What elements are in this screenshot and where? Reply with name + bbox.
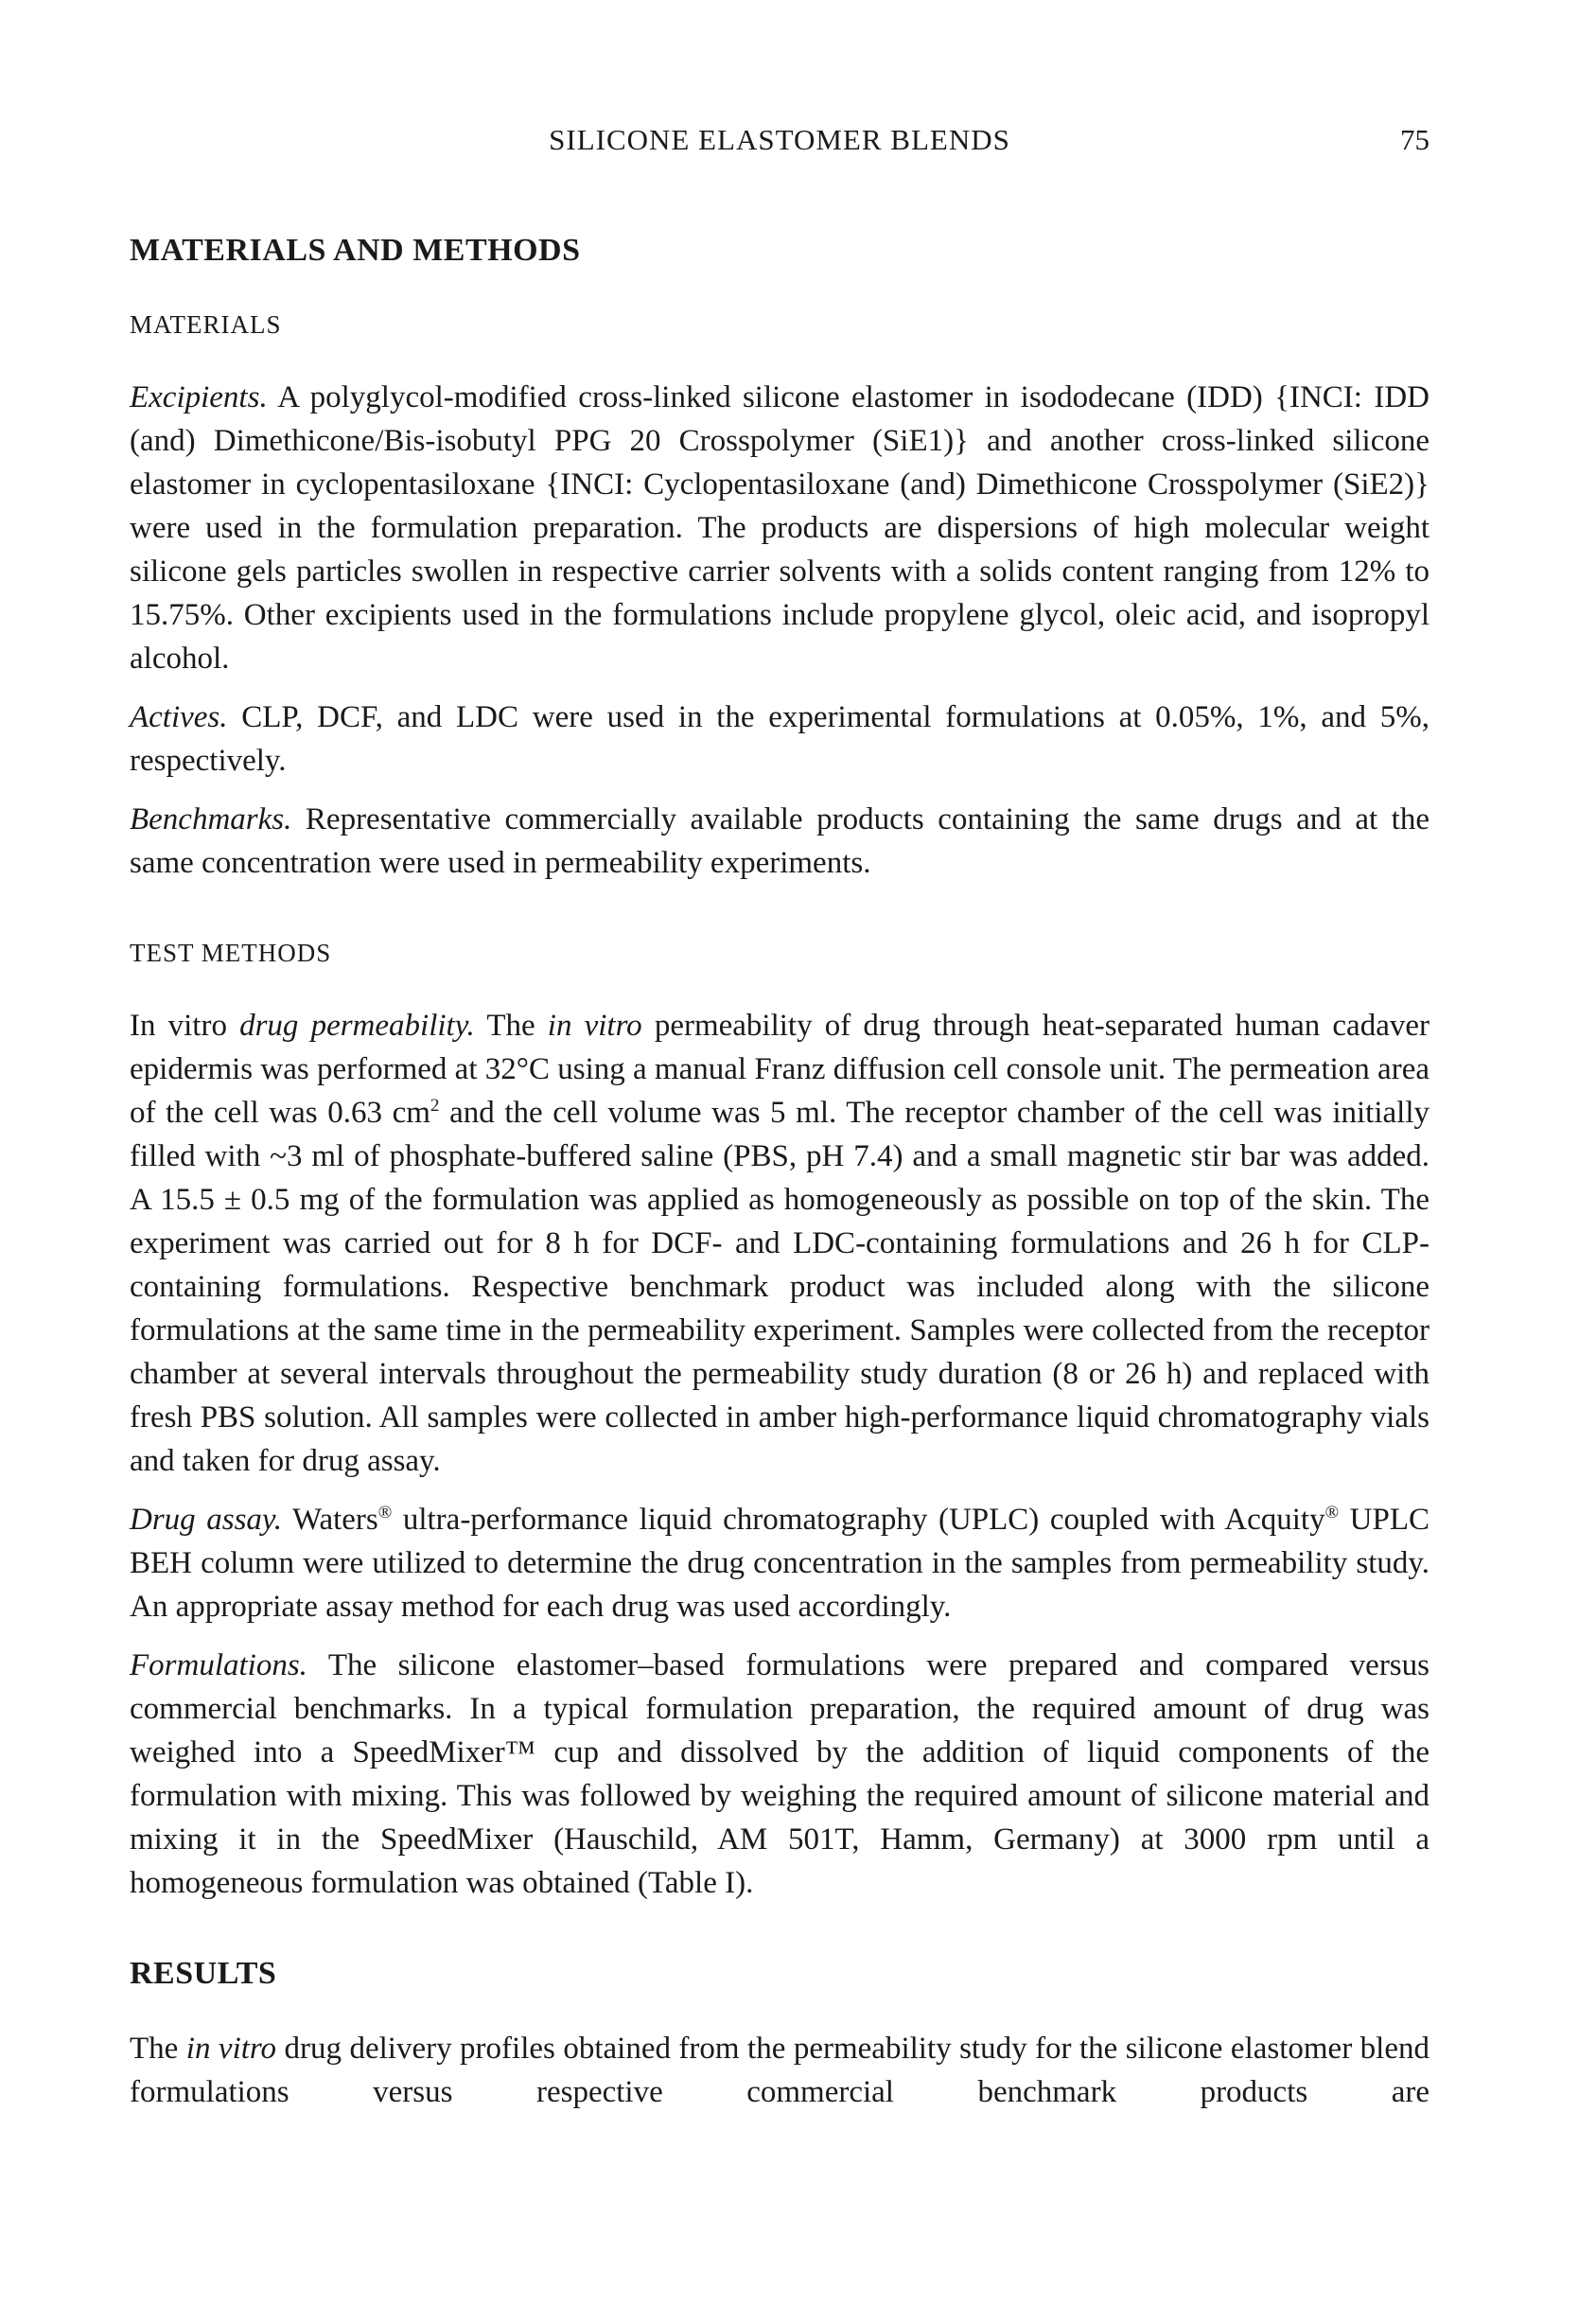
paragraph-drug-assay: Drug assay. Waters® ultra-performance liquid chromatography (UPLC) coupled with Acquity® UPLC BEH column were utilized to determine the drug concentration in the samples from permeability study. An appropriate assay method for each drug was used accordingly. xyxy=(130,1502,1430,1624)
paragraph-results-intro: The in vitro drug delivery profiles obtained from the permeability study for the silicone elastomer blend formulations versus respective commercial benchmark products are xyxy=(130,2032,1429,2110)
running-head-title: SILICONE ELASTOMER BLENDS xyxy=(549,123,1010,156)
section-heading-results: RESULTS xyxy=(130,1955,277,1991)
section-heading-materials-and-methods: MATERIALS AND METHODS xyxy=(130,233,581,268)
page-content xyxy=(130,0,1429,2114)
subsection-heading-materials: MATERIALS xyxy=(130,310,282,340)
subsection-heading-test-methods: TEST METHODS xyxy=(130,939,332,968)
paragraph-excipients: Excipients. A polyglycol-modified cross-linked silicone elastomer in isododecane (IDD) {INCI: IDD (and) Dimethicone/Bis-isobutyl PPG 20 Crosspolymer (SiE1)} and another cross-linked silicone elastomer in cyclopentasiloxane {INCI: Cyclopentasiloxane (and) Dimethicone Crosspolymer (SiE2)} were used in the formulation preparation. The products are dispersions of high molecular weight silicone gels particles swollen in respective carrier solvents with a solids content ranging from 12% to 15.75%. Other excipients used in the formulations include propylene glycol, oleic acid, and isopropyl alcohol. xyxy=(130,380,1429,677)
paragraph-actives: Actives. CLP, DCF, and LDC were used in the experimental formulations at 0.05%, 1%, and 5%, respectively. xyxy=(130,700,1429,779)
page-number: 75 xyxy=(1400,123,1429,156)
paragraph-drug-permeability: In vitro drug permeability. The in vitro permeability of drug through heat-separated human cadaver epidermis was performed at 32°C using a manual Franz diffusion cell console unit. The permeation area of the cell was 0.63 $cm^2$ and the cell volume was 5 ml. The receptor chamber of the cell was initially filled with ~3 ml of phosphate-buffered saline (PBS, pH 7.4) and a small magnetic stir bar was added. A 15.5 ± 0.5 mg of the formulation was applied as homogeneously as possible on top of the skin. The experiment was carried out for 8 h for DCF- and LDC-containing formulations and 26 h for CLP-containing formulations. Respective benchmark product was included along with the silicone formulations at the same time in the permeability experiment. Samples were collected from the receptor chamber at several intervals throughout the permeability study duration (8 or 26 h) and replaced with fresh PBS solution. All samples were collected in amber high-performance liquid chromatography vials and taken for drug assay. xyxy=(130,1008,1429,1478)
paragraph-benchmarks: Benchmarks. Representative commercially available products containing the same drugs and at the same concentration were used in permeability experiments. xyxy=(130,802,1429,881)
running-head xyxy=(130,123,1429,163)
paragraph-formulations: Formulations. The silicone elastomer–based formulations were prepared and compared versus commercial benchmarks. In a typical formulation preparation, the required amount of drug was weighed into a SpeedMixer™ cup and dissolved by the addition of liquid components of the formulation with mixing. This was followed by weighing the required amount of silicone material and mixing it in the SpeedMixer (Hauschild, AM 501T, Hamm, Germany) at 3000 rpm until a homogeneous formulation was obtained (Table I). xyxy=(130,1647,1429,1900)
